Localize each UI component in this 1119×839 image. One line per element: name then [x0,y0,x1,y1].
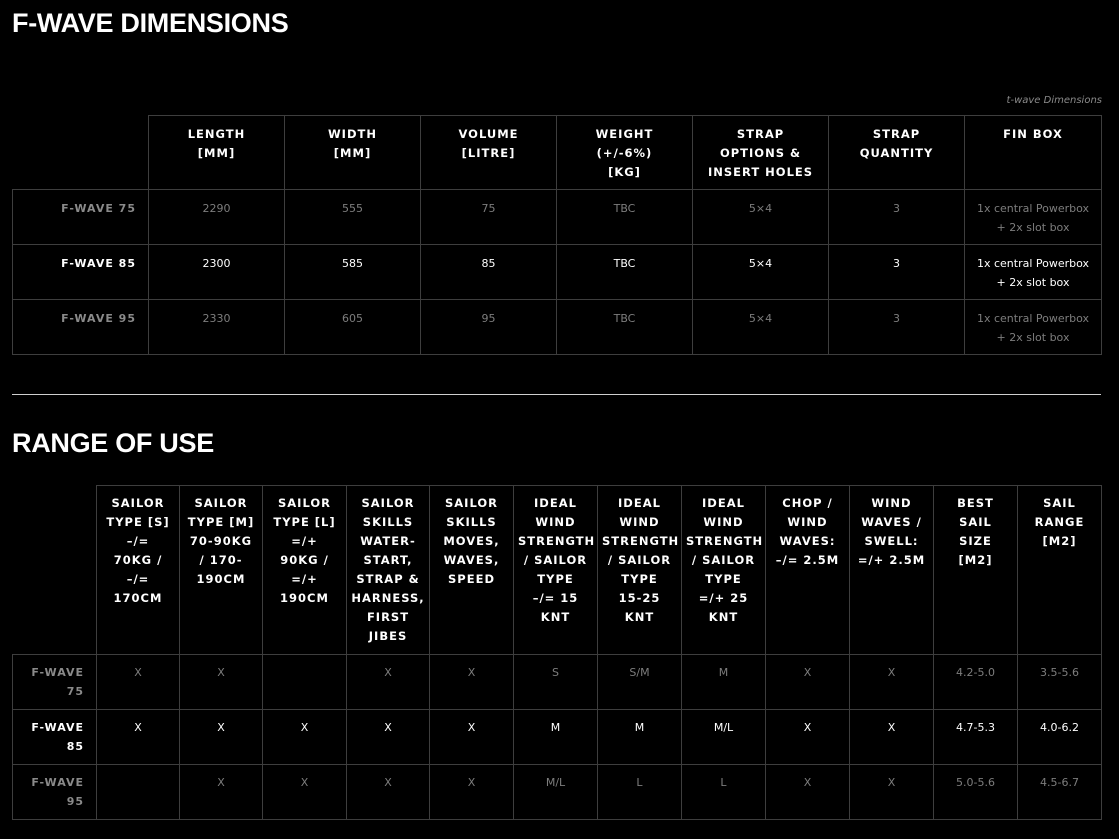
text-line: 70KG / [113,553,163,567]
header-text [850,494,933,570]
column-header [430,486,514,655]
text-line: 1x central Powerbox [976,257,1090,270]
column-header [421,116,557,190]
text-line: SAILOR [361,496,415,510]
table-cell: TBC [557,245,693,300]
text-line: STRENGTH [686,534,764,548]
text-line: HARNESS, [351,591,425,605]
table-cell: 5.0-5.6 [934,765,1018,820]
column-header [598,486,682,655]
table-cell: X [850,765,934,820]
text-line: 70-90KG [189,534,253,548]
table-cell: 4.7-5.3 [934,710,1018,765]
text-line: KNT [624,610,655,624]
table-row [13,300,1102,355]
text-line: MOVES, [443,534,500,548]
table-cell: L [682,765,766,820]
table-cell: 3 [829,190,965,245]
table-cell: TBC [557,300,693,355]
table-cell: X [850,655,934,710]
text-line: KNT [708,610,739,624]
column-header [829,116,965,190]
text-line: F-WAVE [31,666,84,679]
header-text [263,494,346,608]
text-line: TYPE [S] [106,515,170,529]
table-cell [97,765,180,820]
column-header [97,486,180,655]
text-line: [MM] [333,146,372,160]
table-cell: X [180,655,263,710]
text-line: 95 [66,795,84,808]
text-line: [MM] [197,146,236,160]
text-line: 75 [66,685,84,698]
row-label [13,765,97,820]
text-line: [KG] [608,165,641,179]
text-line: [LITRE] [461,146,516,160]
text-line: QUANTITY [859,146,934,160]
text-line: SAILOR [111,496,165,510]
text-line: =/+ [291,572,318,586]
text-line: IDEAL [618,496,661,510]
table-cell: 3.5-5.6 [1018,655,1102,710]
table-cell [965,190,1102,245]
text-line: SIZE [959,534,992,548]
header-text [514,494,597,627]
table-cell: M/L [514,765,598,820]
text-line: / SAILOR [607,553,672,567]
table-cell: M/L [682,710,766,765]
column-header [557,116,693,190]
column-header [514,486,598,655]
text-line: –/= [126,572,150,586]
text-line: [M2] [1042,534,1077,548]
text-line: SKILLS [446,515,497,529]
text-line: [M2] [958,553,993,567]
text-line: SPEED [448,572,495,586]
text-line: –/= 2.5M [775,553,840,567]
table-cell: 2290 [149,190,285,245]
header-text [598,494,681,627]
table-cell: M [514,710,598,765]
header-text [766,494,849,570]
text-line: F-WAVE [31,776,84,789]
text-line: TYPE [M] [187,515,255,529]
table-cell: 5×4 [693,300,829,355]
text-line: / SAILOR [691,553,756,567]
header-text [682,494,765,627]
column-header [693,116,829,190]
text-line: 1x central Powerbox [976,202,1090,215]
range-title: RANGE OF USE [12,428,214,458]
table-cell: 555 [285,190,421,245]
table-cell: 2300 [149,245,285,300]
column-header [285,116,421,190]
dimensions-table [12,115,1102,355]
dimensions-title: F-WAVE DIMENSIONS [12,8,289,38]
column-header [934,486,1018,655]
column-header [682,486,766,655]
text-line: =/+ [291,534,318,548]
row-label: F-WAVE 95 [13,300,149,355]
text-line: TYPE [537,572,574,586]
text-line: STRAP [736,127,785,141]
text-line: (+/-6%) [596,146,653,160]
text-line: 85 [66,740,84,753]
table-cell: 4.0-6.2 [1018,710,1102,765]
text-line: –/= [126,534,150,548]
table-row [13,190,1102,245]
header-text [180,494,262,589]
text-line: BEST [957,496,994,510]
column-header [347,486,430,655]
table-cell: X [97,710,180,765]
text-line: FIN BOX [1003,127,1063,141]
header-text [1018,494,1101,551]
text-line: WIDTH [328,127,377,141]
table-cell: 5×4 [693,190,829,245]
text-line: WAVES, [443,553,500,567]
text-line: WIND [619,515,660,529]
text-line: STRENGTH [518,534,596,548]
text-line: START, [363,553,413,567]
table-cell: X [263,710,347,765]
table-cell: X [347,765,430,820]
table-cell: L [598,765,682,820]
section-divider [12,394,1101,395]
table-cell: X [263,765,347,820]
text-line: SAILOR [194,496,248,510]
column-header [149,116,285,190]
table-cell: X [180,765,263,820]
table-cell: X [347,655,430,710]
text-line: SAIL [959,515,992,529]
text-line: WIND [871,496,912,510]
table-cell: 3 [829,245,965,300]
table-cell: 605 [285,300,421,355]
text-line: KNT [540,610,571,624]
text-line: 190CM [280,591,329,605]
header-text [430,494,513,589]
table-cell [965,300,1102,355]
text-line: SAIL [1043,496,1076,510]
row-label [13,655,97,710]
range-of-use-table [12,485,1102,820]
table-cell: X [97,655,180,710]
text-line: SWELL: [864,534,919,548]
text-line: INSERT HOLES [707,165,814,179]
text-line: 190CM [196,572,246,586]
table-cell: 5×4 [693,245,829,300]
table-cell: X [430,710,514,765]
text-line: WIND [787,515,828,529]
text-line: STRAP [872,127,921,141]
text-line: F-WAVE [31,721,84,734]
text-line: WEIGHT [595,127,654,141]
table-row [13,765,1102,820]
table-cell: TBC [557,190,693,245]
text-line: TYPE [L] [273,515,336,529]
text-line: TYPE [621,572,658,586]
row-label: F-WAVE 75 [13,190,149,245]
table-cell: 95 [421,300,557,355]
text-line: LENGTH [187,127,246,141]
text-line: SAILOR [277,496,331,510]
text-line: + 2x slot box [996,331,1070,344]
dimensions-caption: t-wave Dimensions [1006,95,1102,106]
column-header [766,486,850,655]
table-cell: X [850,710,934,765]
text-line: JIBES [368,629,408,643]
column-header [850,486,934,655]
table-cell: X [180,710,263,765]
text-line: 1x central Powerbox [976,312,1090,325]
table-cell: X [766,765,850,820]
text-line: WIND [535,515,576,529]
table-cell: 4.5-6.7 [1018,765,1102,820]
table-cell: X [430,765,514,820]
text-line: OPTIONS & [719,146,802,160]
header-text [347,494,429,646]
header-text [934,494,1017,570]
row-label: F-WAVE 85 [13,245,149,300]
text-line: WAVES: [779,534,836,548]
text-line: 90KG / [280,553,329,567]
table-cell: M [598,710,682,765]
row-label [13,710,97,765]
table-cell: S [514,655,598,710]
column-header [180,486,263,655]
table-cell: 585 [285,245,421,300]
text-line: =/+ 2.5M [857,553,926,567]
table-cell: X [347,710,430,765]
text-line: –/= 15 [532,591,579,605]
text-line: VOLUME [458,127,519,141]
table-row [13,710,1102,765]
table-cell: X [766,710,850,765]
text-line: =/+ 25 [698,591,749,605]
text-line: FIRST [366,610,410,624]
text-line: SKILLS [362,515,414,529]
text-line: 170CM [113,591,163,605]
text-line: + 2x slot box [996,221,1070,234]
range-corner [13,486,97,655]
table-cell: X [430,655,514,710]
text-line: RANGE [1034,515,1085,529]
table-cell: M [682,655,766,710]
text-line: WAVES / [861,515,922,529]
text-line: IDEAL [702,496,745,510]
table-cell [965,245,1102,300]
header-text [97,494,179,608]
text-line: / 170- [199,553,243,567]
column-header [1018,486,1102,655]
table-cell: 3 [829,300,965,355]
dimensions-corner [13,116,149,190]
text-line: SAILOR [444,496,498,510]
text-line: 15-25 [618,591,661,605]
table-cell [263,655,347,710]
text-line: STRENGTH [602,534,680,548]
table-cell: 2330 [149,300,285,355]
table-cell: X [766,655,850,710]
text-line: STRAP & [356,572,420,586]
text-line: WATER- [360,534,416,548]
text-line: + 2x slot box [996,276,1070,289]
column-header [263,486,347,655]
table-cell: 75 [421,190,557,245]
table-cell: 85 [421,245,557,300]
text-line: CHOP / [782,496,833,510]
table-cell: S/M [598,655,682,710]
text-line: IDEAL [534,496,577,510]
table-row [13,245,1102,300]
text-line: TYPE [705,572,742,586]
table-row [13,655,1102,710]
text-line: / SAILOR [523,553,588,567]
text-line: WIND [703,515,744,529]
table-cell: 4.2-5.0 [934,655,1018,710]
column-header [965,116,1102,190]
